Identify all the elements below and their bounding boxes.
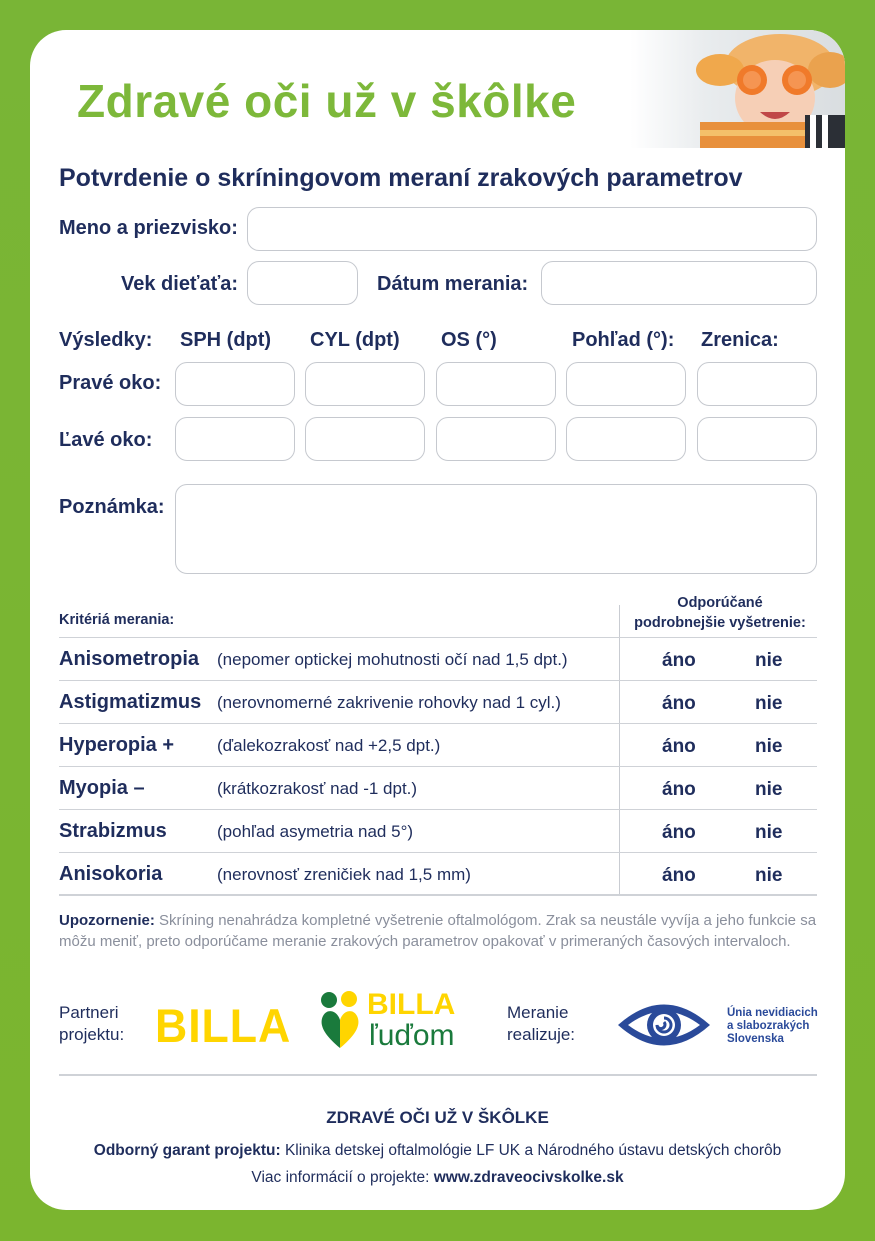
left-eye-label: Ľavé oko: bbox=[59, 429, 153, 451]
results-col-sph: SPH (dpt) bbox=[180, 329, 272, 351]
footer-url-link[interactable]: www.zdraveocivskolke.sk bbox=[433, 1169, 624, 1186]
option-ano[interactable]: áno bbox=[662, 779, 696, 800]
right-eye-cyl-field[interactable] bbox=[305, 362, 425, 406]
footer-info-text: Viac informácií o projekte: bbox=[251, 1169, 434, 1186]
criterion-name: Astigmatizmus bbox=[59, 691, 202, 713]
left-eye-pohlad-field[interactable] bbox=[566, 417, 686, 461]
right-eye-label: Pravé oko: bbox=[59, 372, 162, 394]
warning-label: Upozornenie: bbox=[59, 912, 155, 929]
right-eye-zrenica-field[interactable] bbox=[697, 362, 817, 406]
unss-name-line3: Slovenska bbox=[727, 1033, 784, 1045]
name-field[interactable] bbox=[247, 207, 817, 251]
date-field[interactable] bbox=[541, 261, 817, 305]
option-ano[interactable]: áno bbox=[662, 822, 696, 843]
billa-ludom-word1: BILLA bbox=[367, 988, 456, 1021]
criterion-name: Anisometropia bbox=[59, 648, 200, 670]
partners-label-line1: Partneri bbox=[59, 1003, 119, 1022]
option-nie[interactable]: nie bbox=[755, 650, 783, 671]
unss-eye-icon bbox=[616, 996, 712, 1054]
option-nie[interactable]: nie bbox=[755, 822, 783, 843]
billa-ludom-word2: ľuďom bbox=[369, 1019, 455, 1052]
option-ano[interactable]: áno bbox=[662, 736, 696, 757]
right-eye-os-field[interactable] bbox=[436, 362, 556, 406]
option-nie[interactable]: nie bbox=[755, 736, 783, 757]
left-eye-cyl-field[interactable] bbox=[305, 417, 425, 461]
right-eye-pohlad-field[interactable] bbox=[566, 362, 686, 406]
footer-title: ZDRAVÉ OČI UŽ V ŠKÔLKE bbox=[326, 1108, 549, 1127]
form-subtitle: Potvrdenie o skríningovom meraní zrakových parametrov bbox=[59, 164, 743, 192]
left-eye-sph-field[interactable] bbox=[175, 417, 295, 461]
age-label: Vek dieťaťa: bbox=[121, 273, 239, 295]
option-nie[interactable]: nie bbox=[755, 865, 783, 886]
right-eye-sph-field[interactable] bbox=[175, 362, 295, 406]
criterion-desc: (pohľad asymetria nad 5°) bbox=[217, 822, 414, 841]
footer-garant-label: Odborný garant projektu: bbox=[93, 1142, 281, 1159]
criterion-name: Anisokoria bbox=[59, 863, 163, 885]
billa-logo: BILLA bbox=[155, 999, 292, 1052]
option-nie[interactable]: nie bbox=[755, 779, 783, 800]
heart-people-icon bbox=[319, 990, 361, 1052]
criterion-desc: (ďalekozrakosť nad +2,5 dpt.) bbox=[217, 736, 441, 755]
note-field[interactable] bbox=[175, 484, 817, 574]
partners-label-line2: projektu: bbox=[59, 1025, 125, 1044]
table-row bbox=[59, 723, 817, 767]
recommend-header-line2: podrobnejšie vyšetrenie: bbox=[634, 615, 806, 631]
footer-garant-text: Klinika detskej oftalmológie LF UK a Národného ústavu detských chorôb bbox=[280, 1142, 782, 1159]
unss-name-line2: a slabozrakých bbox=[727, 1020, 810, 1032]
child-photo bbox=[630, 30, 845, 148]
page-title: Zdravé oči už v škôlke bbox=[77, 75, 577, 127]
warning-text bbox=[59, 910, 821, 952]
table-row bbox=[59, 637, 817, 681]
criterion-name: Strabizmus bbox=[59, 820, 167, 842]
realize-label-line1: Meranie bbox=[507, 1003, 569, 1022]
left-eye-os-field[interactable] bbox=[436, 417, 556, 461]
table-row bbox=[59, 852, 817, 896]
unss-name-line1: Únia nevidiacich bbox=[727, 1007, 818, 1019]
date-label: Dátum merania: bbox=[377, 273, 529, 295]
footer-separator bbox=[59, 1074, 817, 1076]
warning-body: Skríning nenahrádza kompletné vyšetrenie oftalmológom. Zrak sa neustále vyvíja a jeho funkcie sa môžu meniť, preto odporúčame meranie zrakových parametrov opakovať v primeraných časových intervaloch. bbox=[59, 912, 817, 950]
left-eye-zrenica-field[interactable] bbox=[697, 417, 817, 461]
results-col-pohlad: Pohľad (°): bbox=[572, 329, 675, 351]
results-label: Výsledky: bbox=[59, 329, 153, 351]
age-field[interactable] bbox=[247, 261, 358, 305]
unss-name bbox=[727, 1007, 818, 1046]
criterion-desc: (krátkozrakosť nad -1 dpt.) bbox=[217, 779, 418, 798]
results-col-cyl: CYL (dpt) bbox=[310, 329, 400, 351]
criterion-desc: (nepomer optickej mohutnosti očí nad 1,5 dpt.) bbox=[217, 650, 568, 669]
realize-label bbox=[507, 1002, 575, 1046]
option-nie[interactable]: nie bbox=[755, 693, 783, 714]
footer-garant bbox=[30, 1142, 845, 1160]
table-row bbox=[59, 766, 817, 810]
recommend-header bbox=[620, 593, 820, 633]
option-ano[interactable]: áno bbox=[662, 865, 696, 886]
recommend-header-line1: Odporúčané bbox=[677, 595, 763, 611]
option-ano[interactable]: áno bbox=[662, 650, 696, 671]
criterion-name: Hyperopia + bbox=[59, 734, 175, 756]
realize-label-line2: realizuje: bbox=[507, 1025, 576, 1044]
name-label: Meno a priezvisko: bbox=[59, 217, 238, 239]
table-bottom-rule bbox=[59, 894, 817, 896]
note-label: Poznámka: bbox=[59, 496, 165, 518]
footer-info bbox=[30, 1169, 845, 1187]
table-row bbox=[59, 680, 817, 724]
billa-ludom-logo bbox=[319, 990, 469, 1054]
results-col-zrenica: Zrenica: bbox=[701, 329, 779, 351]
criterion-desc: (nerovnomerné zakrivenie rohovky nad 1 cyl.) bbox=[217, 693, 561, 712]
form-card bbox=[30, 30, 845, 1210]
partners-label bbox=[59, 1002, 124, 1046]
option-ano[interactable]: áno bbox=[662, 693, 696, 714]
criterion-name: Myopia – bbox=[59, 777, 145, 799]
results-col-os: OS (°) bbox=[441, 329, 497, 351]
table-row bbox=[59, 809, 817, 853]
criteria-header: Kritériá merania: bbox=[59, 612, 175, 628]
criterion-desc: (nerovnosť zreničiek nad 1,5 mm) bbox=[217, 865, 471, 884]
